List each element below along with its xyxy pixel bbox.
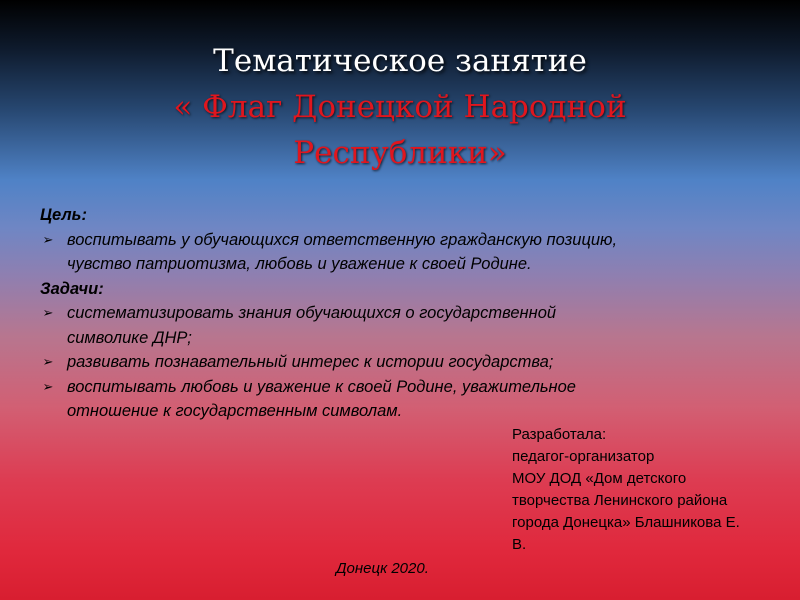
city-year-footer: Донецк 2020. — [336, 560, 429, 577]
goal-item-line: чувство патриотизма, любовь и уважение к своей Родине. — [67, 255, 532, 273]
title-line-1: Тематическое занятие — [213, 43, 587, 79]
author-line: МОУ ДОД «Дом детского — [512, 470, 687, 487]
title-line-3: Республики» — [293, 135, 507, 171]
title-line-2: « Флаг Донецкой Народной — [173, 89, 627, 125]
slide-title — [0, 38, 800, 176]
task-item — [40, 350, 760, 375]
author-info — [512, 424, 782, 556]
goal-item — [40, 228, 760, 277]
arrow-bullet-icon: ➢ — [42, 354, 54, 369]
tasks-heading: Задачи: — [40, 279, 104, 298]
author-line: города Донецка» Блашникова Е. — [512, 514, 740, 531]
objectives-block — [40, 203, 760, 424]
author-line: Разработала: — [512, 426, 607, 443]
task-item — [40, 301, 760, 350]
goal-item-line: воспитывать у обучающихся ответственную гражданскую позицию, — [67, 230, 618, 249]
author-line: В. — [512, 536, 527, 553]
task-item-line: систематизировать знания обучающихся о государственной — [67, 304, 557, 322]
task-item-line: развивать познавательный интерес к истории государства; — [67, 353, 554, 371]
author-line: творчества Ленинского района — [512, 492, 728, 509]
goal-heading: Цель: — [40, 206, 87, 224]
arrow-bullet-icon: ➢ — [42, 231, 54, 247]
task-item — [40, 375, 760, 424]
task-item-line: воспитывать любовь и уважение к своей Родине, уважительное — [67, 377, 576, 396]
arrow-bullet-icon: ➢ — [42, 378, 54, 394]
arrow-bullet-icon: ➢ — [42, 305, 54, 320]
task-item-line: отношение к государственным символам. — [67, 402, 403, 420]
author-line: педагог-организатор — [512, 448, 655, 465]
task-item-line: символике ДНР; — [67, 328, 192, 347]
